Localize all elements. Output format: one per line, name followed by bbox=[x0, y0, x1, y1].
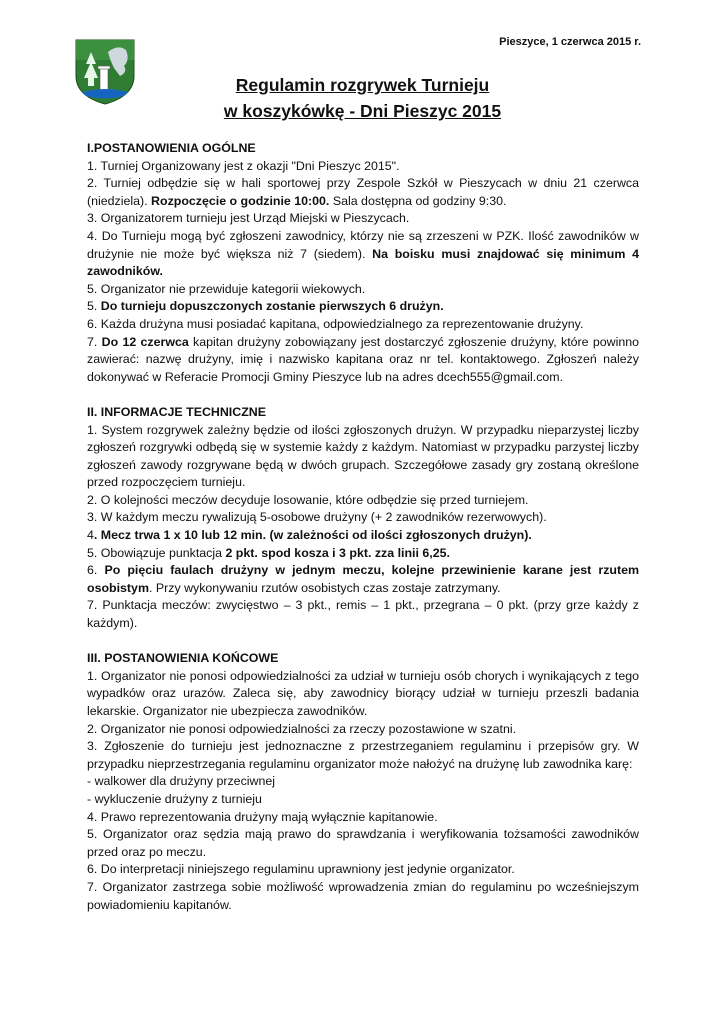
s2-item-3: 3. W każdym meczu rywalizują 5-osobowe drużyny (+ 2 zawodników rezerwowych). bbox=[87, 510, 547, 525]
s1-item-6-num: 5. bbox=[87, 299, 101, 314]
s1-item-2-text-end: Sala dostępna od godziny 9:30. bbox=[329, 193, 507, 208]
s2-item-6 bbox=[87, 562, 639, 597]
s1-item-8-bold: Do 12 czerwca bbox=[101, 334, 189, 349]
s2-item-5-text: 5. Obowiązuje punktacja bbox=[87, 545, 226, 560]
s1-item-3: 3. Organizatorem turnieju jest Urząd Miejski w Pieszycach. bbox=[87, 211, 410, 226]
document-date: Pieszyce, 1 czerwca 2015 r. bbox=[499, 36, 641, 48]
s3-item-1: 1. Organizator nie ponosi odpowiedzialności za udział w turnieju osób chorych i wynikających z tego wypadków oraz urazów. Zaleca się, aby zawodnicy biorący udział w turnieju przeszli badania lekarskie. Organizator nie ubezpiecza zawodników. bbox=[87, 668, 639, 718]
s3-item-3-list-1: - walkower dla drużyny przeciwnej bbox=[87, 774, 275, 789]
s2-item-6-bold: Po pięciu faulach drużyny w jednym meczu, kolejne przewinienie karane jest rzutem osobistym bbox=[87, 563, 639, 595]
s1-item-2 bbox=[87, 175, 639, 210]
s3-item-4: 4. Prawo reprezentowania drużyny mają wyłącznie kapitanowie. bbox=[87, 809, 438, 824]
s2-item-2: 2. O kolejności meczów decyduje losowanie, które odbędzie się przed turniejem. bbox=[87, 492, 529, 507]
document-title bbox=[0, 72, 725, 124]
s1-item-5: 5. Organizator nie przewiduje kategorii wiekowych. bbox=[87, 281, 366, 296]
s3-item-7: 7. Organizator zastrzega sobie możliwość wprowadzenia zmian do regulaminu po wcześniejszym powiadomieniu kapitanów. bbox=[87, 879, 639, 912]
section-3-heading: III. POSTANOWIENIA KOŃCOWE bbox=[87, 651, 279, 666]
s1-item-7: 6. Każda drużyna musi posiadać kapitana, odpowiedzialnego za reprezentowanie drużyny. bbox=[87, 316, 584, 331]
s1-item-6-bold: Do turnieju dopuszczonych zostanie pierwszych 6 drużyn. bbox=[100, 299, 444, 314]
s1-item-4 bbox=[87, 228, 639, 281]
s1-item-8 bbox=[87, 334, 639, 387]
s2-item-6-num: 6. bbox=[87, 563, 105, 578]
title-line-1: Regulamin rozgrywek Turnieju bbox=[235, 75, 490, 95]
s1-item-2-bold: Rozpoczęcie o godzinie 10:00. bbox=[151, 193, 330, 208]
s3-item-3: 3. Zgłoszenie do turnieju jest jednoznaczne z przestrzeganiem regulaminu i przepisów gry. W przypadku nieprzestrzegania regulaminu organizator może nałożyć na drużynę lub zawodnika karę: bbox=[87, 739, 639, 771]
s3-item-5: 5. Organizator oraz sędzia mają prawo do sprawdzania i weryfikowania tożsamości zawodników przed oraz po meczu. bbox=[87, 827, 639, 859]
s1-item-4-bold: Na boisku musi znajdować się minimum 4 zawodników. bbox=[87, 246, 639, 279]
s1-item-2-text: 2. Turniej odbędzie się w hali sportowej przy Zespole Szkół w Pieszycach w dniu 21 czerwca (niedziela). bbox=[87, 176, 639, 208]
s1-item-1: 1. Turniej Organizowany jest z okazji "Dni Pieszyc 2015". bbox=[87, 158, 400, 173]
s2-item-4-num: 4 bbox=[87, 528, 94, 543]
title-line-2: w koszykówkę - Dni Pieszyc 2015 bbox=[223, 101, 502, 121]
regulations-body bbox=[87, 140, 639, 914]
s1-item-6 bbox=[87, 298, 639, 316]
s2-item-7: 7. Punktacja meczów: zwycięstwo – 3 pkt., remis – 1 pkt., przegrana – 0 pkt. (przy grze każdy z każdym). bbox=[87, 598, 639, 631]
s3-item-6: 6. Do interpretacji niniejszego regulaminu uprawniony jest jedynie organizator. bbox=[87, 862, 515, 877]
s1-item-4-text: 4. Do Turnieju mogą być zgłoszeni zawodnicy, którzy nie są zrzeszeni w PZK. Ilość zawodników w drużynie nie może być większa niż 7 (siedem). bbox=[87, 228, 639, 261]
section-1-heading: I.POSTANOWIENIA OGÓLNE bbox=[87, 141, 256, 155]
s2-item-5 bbox=[87, 545, 639, 563]
s2-item-4-bold: . Mecz trwa 1 x 10 lub 12 min. (w zależności od ilości zgłoszonych drużyn). bbox=[93, 528, 532, 543]
s3-item-3-list-2: - wykluczenie drużyny z turnieju bbox=[87, 791, 262, 806]
s2-item-6-text: . Przy wykonywaniu rzutów osobistych czas zostaje zatrzymany. bbox=[148, 580, 501, 595]
s2-item-5-bold: 2 pkt. spod kosza i 3 pkt. zza linii 6,25. bbox=[225, 545, 450, 560]
s1-item-8-text: kapitan drużyny zobowiązany jest dostarczyć zgłoszenie drużyny, które powinno zawierać: nazwę drużyny, imię i nazwisko kapitana oraz nr tel. kontaktowego. Zgłoszeń należy dokonywać w Referacie Promocji Gminy Pieszyce lub na adres dcech555@gmail.com. bbox=[87, 334, 640, 384]
s2-item-1: 1. System rozgrywek zależny będzie od ilości zgłoszonych drużyn. W przypadku nieparzystej liczby zgłoszeń rozgrywki odbędą się w systemie każdy z każdym. Natomiast w przypadku parzystej liczby zgłoszeń zawody rozgrywane będą w dwóch grupach. Szczegółowe zasady gry zostaną określone przed rozpoczęciem turnieju. bbox=[87, 422, 639, 490]
s2-item-4 bbox=[87, 527, 639, 545]
s3-item-2: 2. Organizator nie ponosi odpowiedzialności za rzeczy pozostawione w szatni. bbox=[87, 721, 517, 736]
section-2-heading: II. INFORMACJE TECHNICZNE bbox=[87, 404, 266, 419]
s1-item-8-num: 7. bbox=[87, 334, 102, 349]
